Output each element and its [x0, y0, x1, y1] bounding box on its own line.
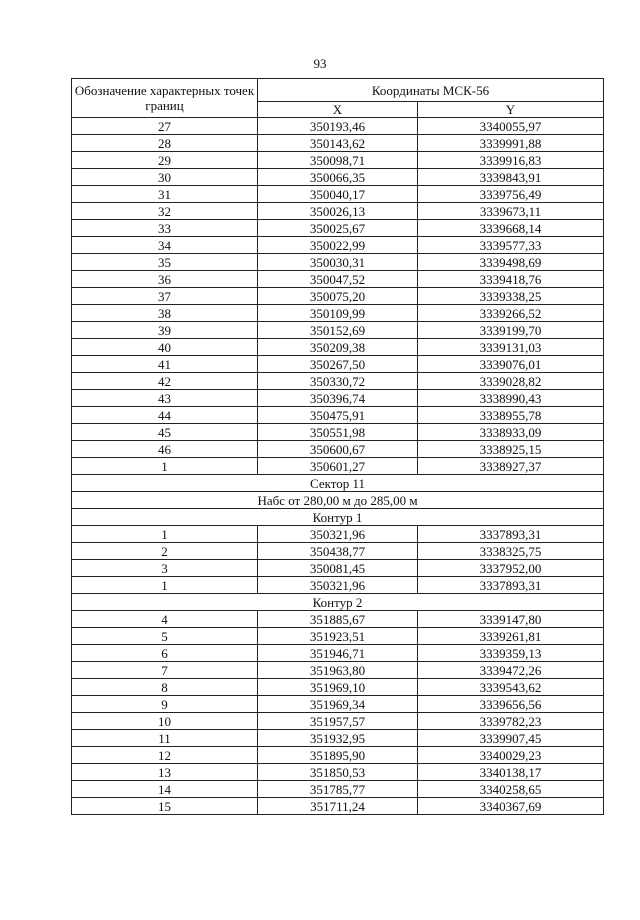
y-coordinate-cell: 3338927,37 — [418, 458, 604, 475]
x-coordinate-cell: 350321,96 — [258, 577, 418, 594]
y-coordinate-cell: 3339359,13 — [418, 645, 604, 662]
table-row — [72, 526, 604, 543]
y-coordinate-cell: 3339543,62 — [418, 679, 604, 696]
x-coordinate-cell: 351850,53 — [258, 764, 418, 781]
table-row — [72, 271, 604, 288]
x-coordinate-cell: 350321,96 — [258, 526, 418, 543]
y-coordinate-cell: 3337952,00 — [418, 560, 604, 577]
x-coordinate-cell: 351969,10 — [258, 679, 418, 696]
table-row — [72, 645, 604, 662]
section-row — [72, 509, 604, 526]
table-row — [72, 407, 604, 424]
y-coordinate-cell: 3340055,97 — [418, 118, 604, 135]
y-coordinate-cell: 3339577,33 — [418, 237, 604, 254]
table-row — [72, 577, 604, 594]
point-number-cell: 13 — [72, 764, 258, 781]
table-row — [72, 628, 604, 645]
point-number-cell: 38 — [72, 305, 258, 322]
table-row — [72, 662, 604, 679]
y-coordinate-cell: 3339843,91 — [418, 169, 604, 186]
point-number-cell: 42 — [72, 373, 258, 390]
point-number-cell: 9 — [72, 696, 258, 713]
section-title: Контур 1 — [72, 509, 604, 526]
y-coordinate-cell: 3338325,75 — [418, 543, 604, 560]
x-coordinate-cell: 351946,71 — [258, 645, 418, 662]
x-coordinate-cell: 351923,51 — [258, 628, 418, 645]
y-coordinate-cell: 3338933,09 — [418, 424, 604, 441]
x-coordinate-cell: 351957,57 — [258, 713, 418, 730]
point-number-cell: 32 — [72, 203, 258, 220]
table-row — [72, 356, 604, 373]
x-coordinate-cell: 350330,72 — [258, 373, 418, 390]
point-number-cell: 1 — [72, 577, 258, 594]
point-number-cell: 4 — [72, 611, 258, 628]
table-row — [72, 713, 604, 730]
point-number-cell: 7 — [72, 662, 258, 679]
y-coordinate-cell: 3339907,45 — [418, 730, 604, 747]
y-coordinate-cell: 3339418,76 — [418, 271, 604, 288]
point-number-cell: 44 — [72, 407, 258, 424]
point-number-cell: 37 — [72, 288, 258, 305]
table-row — [72, 339, 604, 356]
y-coordinate-cell: 3338925,15 — [418, 441, 604, 458]
table-row — [72, 424, 604, 441]
point-number-cell: 28 — [72, 135, 258, 152]
x-coordinate-cell: 350022,99 — [258, 237, 418, 254]
x-coordinate-cell: 351969,34 — [258, 696, 418, 713]
coordinates-header: Координаты МСК-56 — [258, 79, 604, 102]
table-row — [72, 747, 604, 764]
table-row — [72, 679, 604, 696]
x-column-header: X — [258, 102, 418, 118]
y-coordinate-cell: 3339199,70 — [418, 322, 604, 339]
x-coordinate-cell: 350047,52 — [258, 271, 418, 288]
y-coordinate-cell: 3339991,88 — [418, 135, 604, 152]
y-coordinate-cell: 3340367,69 — [418, 798, 604, 815]
x-coordinate-cell: 351885,67 — [258, 611, 418, 628]
point-number-cell: 41 — [72, 356, 258, 373]
y-coordinate-cell: 3340138,17 — [418, 764, 604, 781]
point-number-cell: 35 — [72, 254, 258, 271]
y-coordinate-cell: 3339266,52 — [418, 305, 604, 322]
point-number-cell: 29 — [72, 152, 258, 169]
point-number-cell: 1 — [72, 526, 258, 543]
x-coordinate-cell: 350109,99 — [258, 305, 418, 322]
y-coordinate-cell: 3339498,69 — [418, 254, 604, 271]
point-number-cell: 33 — [72, 220, 258, 237]
point-number-cell: 15 — [72, 798, 258, 815]
point-number-cell: 43 — [72, 390, 258, 407]
x-coordinate-cell: 350040,17 — [258, 186, 418, 203]
table-row — [72, 764, 604, 781]
x-coordinate-cell: 350551,98 — [258, 424, 418, 441]
table-row — [72, 118, 604, 135]
x-coordinate-cell: 350396,74 — [258, 390, 418, 407]
table-row — [72, 730, 604, 747]
point-number-cell: 27 — [72, 118, 258, 135]
point-number-cell: 45 — [72, 424, 258, 441]
table-row — [72, 135, 604, 152]
x-coordinate-cell: 350026,13 — [258, 203, 418, 220]
x-coordinate-cell: 350438,77 — [258, 543, 418, 560]
point-number-cell: 40 — [72, 339, 258, 356]
table-row — [72, 373, 604, 390]
section-title: Набс от 280,00 м до 285,00 м — [72, 492, 604, 509]
x-coordinate-cell: 350475,91 — [258, 407, 418, 424]
table-row — [72, 220, 604, 237]
point-number-cell: 1 — [72, 458, 258, 475]
y-coordinate-cell: 3338990,43 — [418, 390, 604, 407]
y-coordinate-cell: 3339076,01 — [418, 356, 604, 373]
table-row — [72, 560, 604, 577]
x-coordinate-cell: 350025,67 — [258, 220, 418, 237]
point-number-cell: 12 — [72, 747, 258, 764]
x-coordinate-cell: 351963,80 — [258, 662, 418, 679]
x-coordinate-cell: 351932,95 — [258, 730, 418, 747]
table-row — [72, 169, 604, 186]
table-body — [72, 118, 604, 815]
point-number-cell: 46 — [72, 441, 258, 458]
point-number-cell: 14 — [72, 781, 258, 798]
point-number-cell: 8 — [72, 679, 258, 696]
table-row — [72, 322, 604, 339]
y-coordinate-cell: 3339028,82 — [418, 373, 604, 390]
table-row — [72, 798, 604, 815]
table-row — [72, 611, 604, 628]
section-row — [72, 475, 604, 492]
x-coordinate-cell: 350030,31 — [258, 254, 418, 271]
table-row — [72, 696, 604, 713]
y-coordinate-cell: 3340029,23 — [418, 747, 604, 764]
coordinates-table — [71, 78, 604, 815]
x-coordinate-cell: 350267,50 — [258, 356, 418, 373]
x-coordinate-cell: 351895,90 — [258, 747, 418, 764]
y-coordinate-cell: 3339673,11 — [418, 203, 604, 220]
x-coordinate-cell: 351711,24 — [258, 798, 418, 815]
point-number-cell: 5 — [72, 628, 258, 645]
table-row — [72, 441, 604, 458]
x-coordinate-cell: 350098,71 — [258, 152, 418, 169]
y-coordinate-cell: 3339656,56 — [418, 696, 604, 713]
point-number-cell: 31 — [72, 186, 258, 203]
y-coordinate-cell: 3339756,49 — [418, 186, 604, 203]
y-coordinate-cell: 3339916,83 — [418, 152, 604, 169]
x-coordinate-cell: 350081,45 — [258, 560, 418, 577]
table-row — [72, 203, 604, 220]
table-row — [72, 543, 604, 560]
table-row — [72, 152, 604, 169]
x-coordinate-cell: 350193,46 — [258, 118, 418, 135]
y-coordinate-cell: 3339147,80 — [418, 611, 604, 628]
table-row — [72, 237, 604, 254]
y-coordinate-cell: 3339261,81 — [418, 628, 604, 645]
y-coordinate-cell: 3340258,65 — [418, 781, 604, 798]
point-number-cell: 11 — [72, 730, 258, 747]
point-number-cell: 30 — [72, 169, 258, 186]
table-row — [72, 288, 604, 305]
section-row — [72, 594, 604, 611]
point-column-header: Обозначение характерных точек границ — [72, 79, 258, 118]
table-row — [72, 305, 604, 322]
x-coordinate-cell: 350066,35 — [258, 169, 418, 186]
x-coordinate-cell: 350601,27 — [258, 458, 418, 475]
point-number-cell: 10 — [72, 713, 258, 730]
table-row — [72, 254, 604, 271]
point-number-cell: 2 — [72, 543, 258, 560]
x-coordinate-cell: 350143,62 — [258, 135, 418, 152]
table-row — [72, 390, 604, 407]
section-row — [72, 492, 604, 509]
x-coordinate-cell: 350075,20 — [258, 288, 418, 305]
y-coordinate-cell: 3339668,14 — [418, 220, 604, 237]
y-coordinate-cell: 3337893,31 — [418, 526, 604, 543]
page-number: 93 — [313, 56, 327, 71]
y-coordinate-cell: 3339338,25 — [418, 288, 604, 305]
point-number-cell: 6 — [72, 645, 258, 662]
table-row — [72, 186, 604, 203]
section-title: Контур 2 — [72, 594, 604, 611]
y-coordinate-cell: 3339472,26 — [418, 662, 604, 679]
table-row — [72, 458, 604, 475]
x-coordinate-cell: 350600,67 — [258, 441, 418, 458]
y-coordinate-cell: 3338955,78 — [418, 407, 604, 424]
x-coordinate-cell: 350152,69 — [258, 322, 418, 339]
y-coordinate-cell: 3339782,23 — [418, 713, 604, 730]
point-number-cell: 34 — [72, 237, 258, 254]
y-coordinate-cell: 3337893,31 — [418, 577, 604, 594]
point-number-cell: 36 — [72, 271, 258, 288]
y-coordinate-cell: 3339131,03 — [418, 339, 604, 356]
point-number-cell: 3 — [72, 560, 258, 577]
x-coordinate-cell: 350209,38 — [258, 339, 418, 356]
section-title: Сектор 11 — [72, 475, 604, 492]
point-number-cell: 39 — [72, 322, 258, 339]
table-row — [72, 781, 604, 798]
x-coordinate-cell: 351785,77 — [258, 781, 418, 798]
y-column-header: Y — [418, 102, 604, 118]
